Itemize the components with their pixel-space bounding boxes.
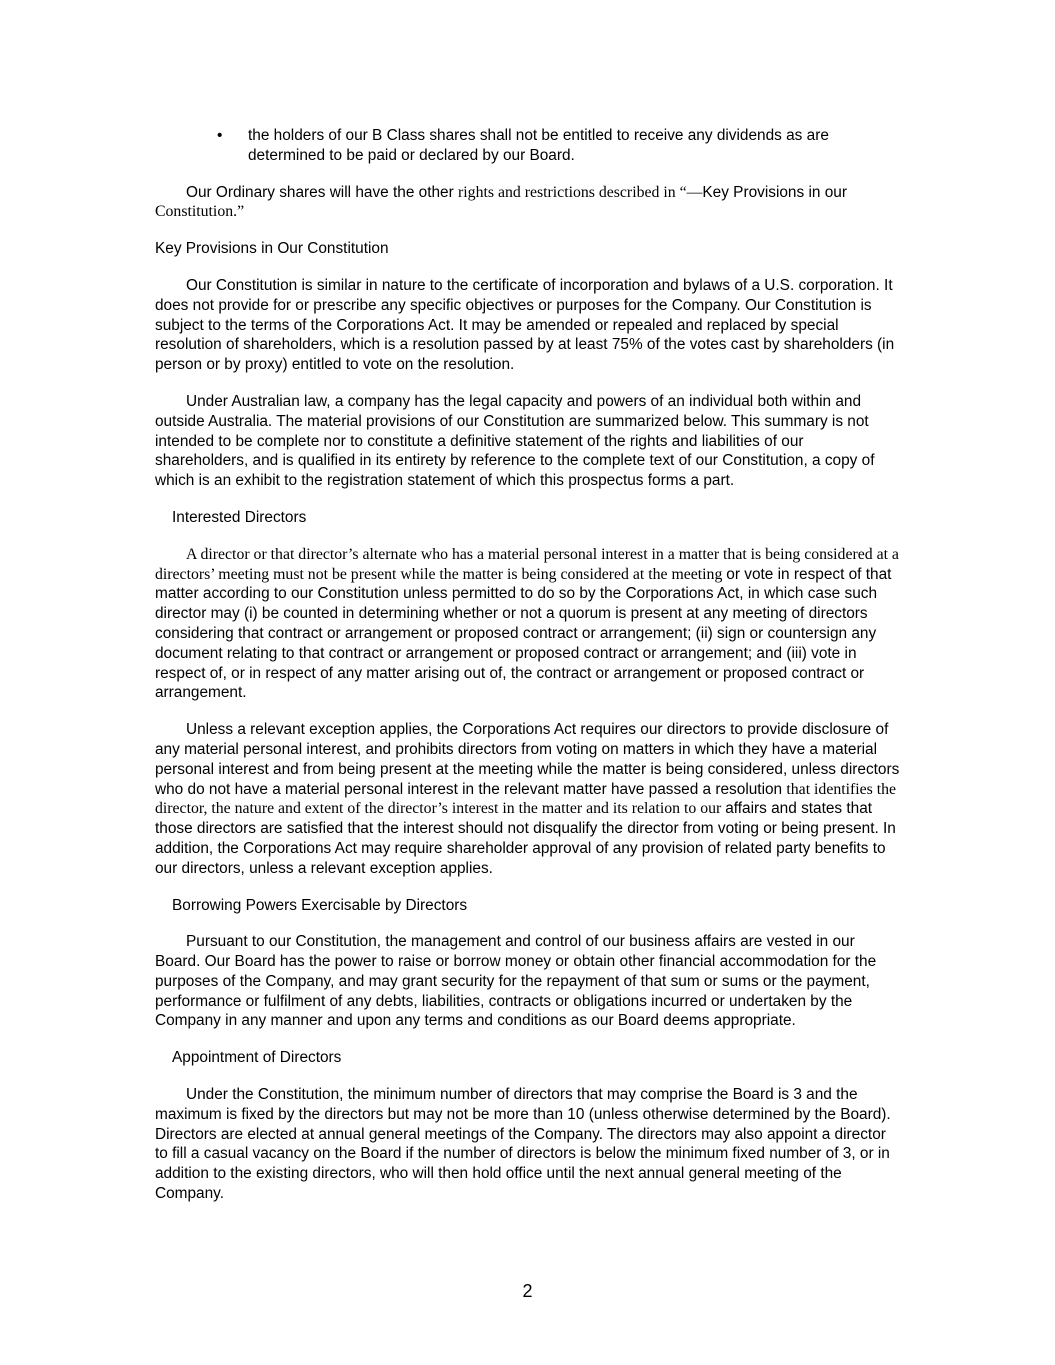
paragraph-australian-law: Under Australian law, a company has the legal capacity and powers of an individual both within and outside Australia. The material provisions of our Constitution are summarized below. This summary is not intended to be complete nor to constitute a definitive statement of the rights and liabilities of our shareholders, and is qualified in its entirety by reference to the complete text of our Constitution, a copy of which is an exhibit to the registration statement of which this prospectus forms a part. — [155, 392, 875, 490]
heading-key-provisions: Key Provisions in Our Constitution — [155, 240, 389, 258]
document-page — [155, 126, 901, 1221]
bullet-text: the holders of our B Class shares shall not be entitled to receive any dividends as are determined to be paid or declared by our Board. — [248, 127, 829, 164]
heading-appointment-of-directors: Appointment of Directors — [172, 1049, 342, 1067]
paragraph-ordinary-shares — [155, 183, 901, 223]
bullet-icon: • — [217, 127, 223, 144]
heading-borrowing-powers: Borrowing Powers Exercisable by Directors — [172, 896, 468, 914]
paragraph-appointment-of-directors: Under the Constitution, the minimum number of directors that may comprise the Board is 3 and the maximum is fixed by the directors but may not be more than 10 (unless otherwise determined by the Board). Directors are elected at annual general meetings of the Company. The directors may also appoint a director to fill a casual vacancy on the Board if the number of directors is below the minimum fixed number of 3, or in addition to the existing directors, who will then hold office until the next annual general meeting of the Company. — [155, 1086, 891, 1203]
interested-directors-text-serif: A director or that director’s alternate who has a material personal interest in a matter that is being considered at a directors’ meeting must not be present while the matter is being considered at the meeting — [155, 545, 899, 583]
ordinary-shares-text-3: Key Provisions in our — [702, 183, 847, 201]
paragraph-constitution: Our Constitution is similar in nature to the certificate of incorporation and bylaws of a U.S. corporation. It does not provide for or prescribe any specific objectives or purposes for the Company. Our Constitution is subject to the terms of the Corporations Act. It may be amended or repealed and replaced by special resolution of shareholders, which is a resolution passed by at least 75% of the votes cast by shareholders (in person or by proxy) entitled to vote on the resolution. — [155, 276, 895, 374]
paragraph-interested-directors-1 — [155, 545, 901, 703]
paragraph-interested-directors-2 — [155, 720, 901, 878]
interested-directors-text-sans: or vote in respect of that matter according to our Constitution unless permitted to do so by the Corporations Act, in which case such director may (i) be counted in determining whether or not a quorum is present at any meeting of directors considering that contract or arrangement or proposed contract or arrangement; (ii) sign or countersign any document relating to that contract or arrangement or proposed contract or arrangement; and (iii) vote in respect of, or in respect of any matter arising out of, the contract or arrangement or proposed contract or arrangement. — [155, 565, 892, 702]
ordinary-shares-text-4: Constitution.” — [155, 203, 245, 221]
ordinary-shares-text-2: rights and restrictions described in “— — [458, 183, 703, 201]
disclosure-text-2: that identifies the director, the nature and extent of the director’s interest in the matter and its relation to our — [155, 780, 897, 818]
bullet-item-b-class-shares — [217, 126, 901, 166]
disclosure-text-3: affairs and states that those directors are satisfied that the interest should not disqualify the director from voting or being present. In addition, the Corporations Act may require shareholder approval of any provision of related party benefits to our directors, unless a relevant exception applies. — [155, 800, 896, 877]
paragraph-borrowing-powers: Pursuant to our Constitution, the management and control of our business affairs are vested in our Board. Our Board has the power to raise or borrow money or obtain other financial accommodation for the purposes of the Company, and may grant security for the repayment of that sum or sums or the payment, performance or fulfilment of any debts, liabilities, contracts or obligations incurred or undertaken by the Company in any manner and upon any terms and conditions as our Board deems appropriate. — [155, 933, 877, 1030]
heading-interested-directors: Interested Directors — [172, 508, 307, 526]
disclosure-text-1: Unless a relevant exception applies, the Corporations Act requires our directors to provide disclosure of any material personal interest, and prohibits directors from voting on matters in which they have a material personal interest and from being present at the meeting while the matter is being considered, unless directors who do not have a material personal interest in the relevant matter have passed a resolution — [155, 721, 900, 798]
page-number: 2 — [522, 1281, 533, 1301]
ordinary-shares-text-1: Our Ordinary shares will have the other — [186, 183, 459, 201]
